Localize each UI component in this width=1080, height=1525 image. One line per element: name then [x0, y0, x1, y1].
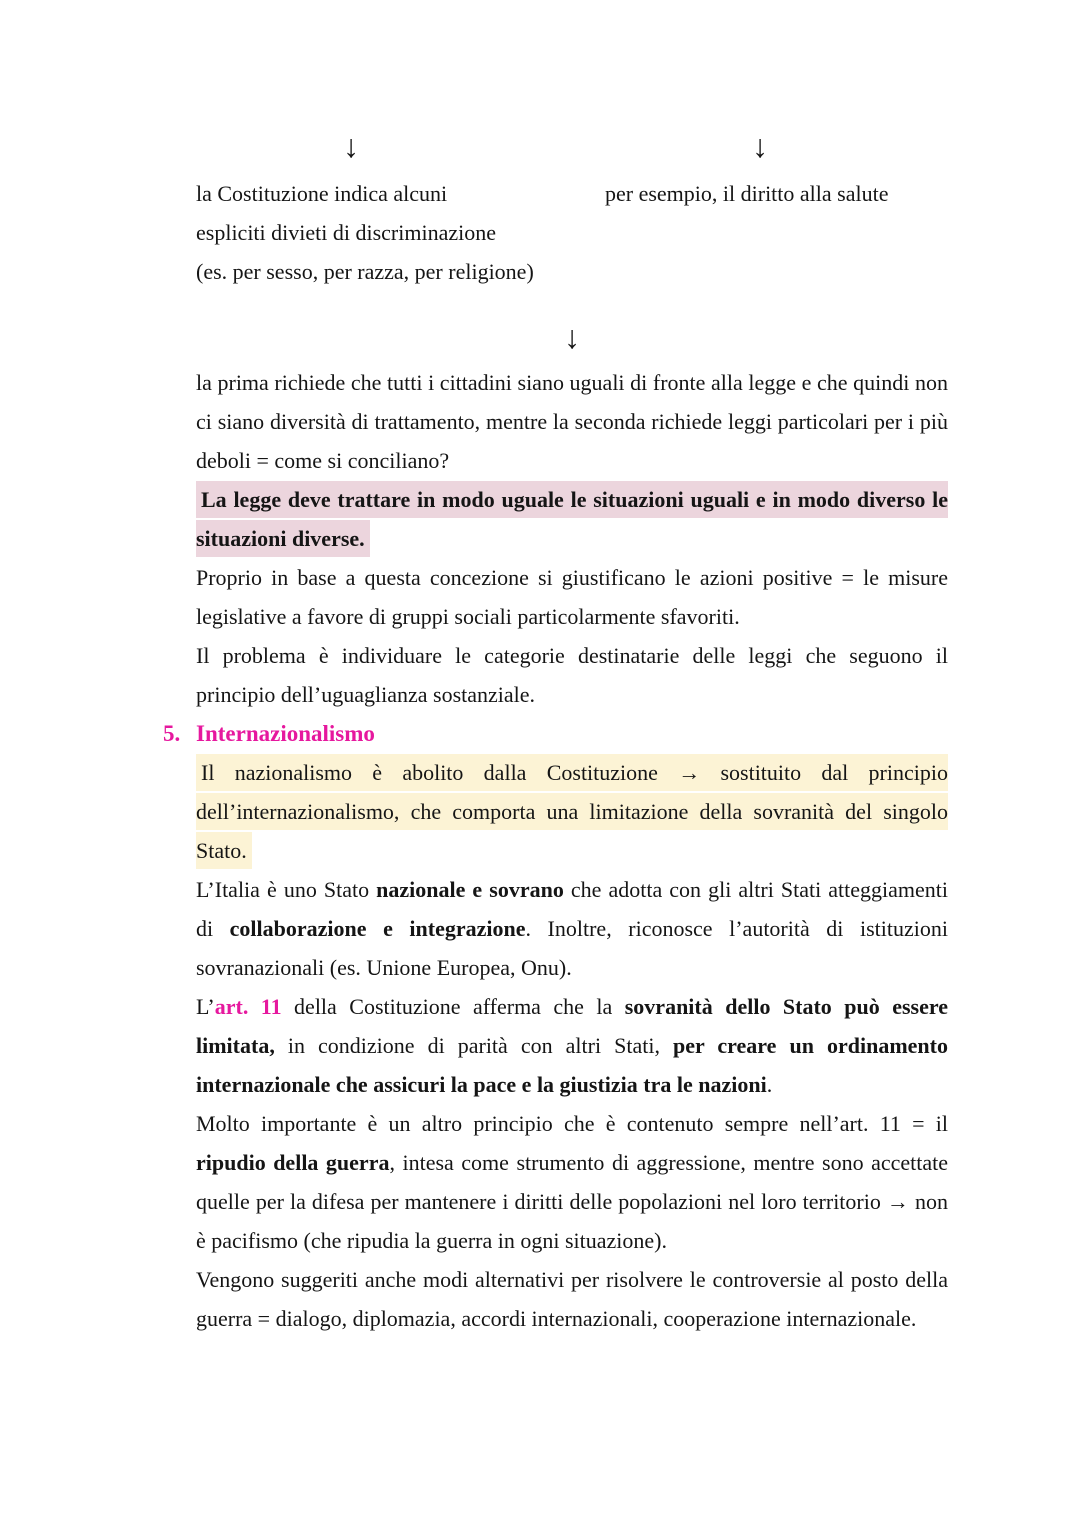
text-segment: che adotta con gli altri Stati atteggiamenti di — [196, 877, 948, 941]
paragraph-nazionalismo-abolito — [196, 753, 948, 870]
text-segment: L’Italia è uno Stato — [196, 877, 377, 902]
section-number: 5. — [163, 721, 181, 746]
bold-segment: per creare un ordinamento internazionale che assicuri la pace e la giustizia tra le nazioni — [196, 1033, 948, 1097]
paragraph-equality-question: la prima richiede che tutti i cittadini siano uguali di fronte alla legge e che quindi non ci siano diversità di trattamento, mentre la seconda richiede leggi particolari per i più deboli = come si conciliano? — [196, 370, 948, 473]
text-segment: . Inoltre, riconosce l’autorità di istituzioni sovranazionali (es. Unione Europea, Onu). — [196, 916, 948, 980]
down-arrow-icon: ↓ — [752, 128, 768, 164]
paragraph-ripudio-guerra — [196, 1104, 948, 1260]
center-arrow-row — [196, 317, 948, 361]
text-segment: della Costituzione afferma che la — [281, 994, 625, 1019]
text-segment: in condizione di parità con altri Stati, — [274, 1033, 673, 1058]
section-title: Internazionalismo — [196, 721, 375, 746]
text-segment: L’ — [196, 994, 215, 1019]
paragraph-law-principle — [196, 480, 948, 558]
branch-left-arrow-row — [196, 126, 506, 172]
paragraph-problem-categories: Il problema è individuare le categorie destinatarie delle leggi che seguono il principio dell’uguaglianza sostanziale. — [196, 643, 948, 707]
down-arrow-icon: ↓ — [343, 128, 359, 164]
paragraph-italia-stato — [196, 870, 948, 987]
branches-section — [196, 126, 948, 291]
bold-segment: ripudio della guerra — [196, 1150, 390, 1175]
branch-right — [605, 126, 948, 213]
text-segment: Molto importante è un altro principio che è contenuto sempre nell’art. 11 = il — [196, 1111, 948, 1136]
bold-segment: sovranità dello Stato può essere limitata, — [196, 994, 948, 1058]
section-heading-internazionalismo — [163, 714, 948, 753]
page-content — [163, 126, 948, 1338]
bold-segment: collaborazione e integrazione — [229, 916, 526, 941]
paragraph-positive-actions: Proprio in base a questa concezione si giustificano le azioni positive = le misure legislative a favore di gruppi sociali particolarmente sfavoriti. — [196, 565, 948, 629]
article-reference: art. 11 — [214, 994, 282, 1019]
bold-segment: nazionale e sovrano — [376, 877, 564, 902]
branch-right-line-1: per esempio, il diritto alla salute — [605, 181, 889, 206]
paragraph-articolo-11 — [196, 987, 948, 1104]
paragraph-modi-alternativi: Vengono suggeriti anche modi alternativi per risolvere le controversie al posto della guerra = dialogo, diplomazia, accordi internazionali, cooperazione internazionale. — [196, 1267, 948, 1331]
branch-left-line-1: la Costituzione indica alcuni — [196, 181, 448, 206]
branch-right-arrow-row — [605, 126, 915, 172]
down-arrow-icon: ↓ — [564, 319, 580, 355]
text-segment: , intesa come strumento di aggressione, mentre sono accettate quelle per la difesa per mantenere i diritti delle popolazioni nel loro territorio → non è pacifismo (che ripudia la guerra in ogni situazione). — [196, 1150, 948, 1253]
text-segment: . — [766, 1072, 773, 1097]
pink-highlight-statement: La legge deve trattare in modo uguale le situazioni uguali e in modo diverso le situazioni diverse. — [196, 481, 948, 557]
branch-left — [196, 126, 605, 291]
yellow-highlight-statement: Il nazionalismo è abolito dalla Costituzione → sostituito dal principio dell’internazionalismo, che comporta una limitazione della sovranità del singolo Stato. — [196, 754, 948, 869]
branch-left-line-3: (es. per sesso, per razza, per religione) — [196, 259, 534, 284]
branch-left-line-2: espliciti divieti di discriminazione — [196, 220, 496, 245]
